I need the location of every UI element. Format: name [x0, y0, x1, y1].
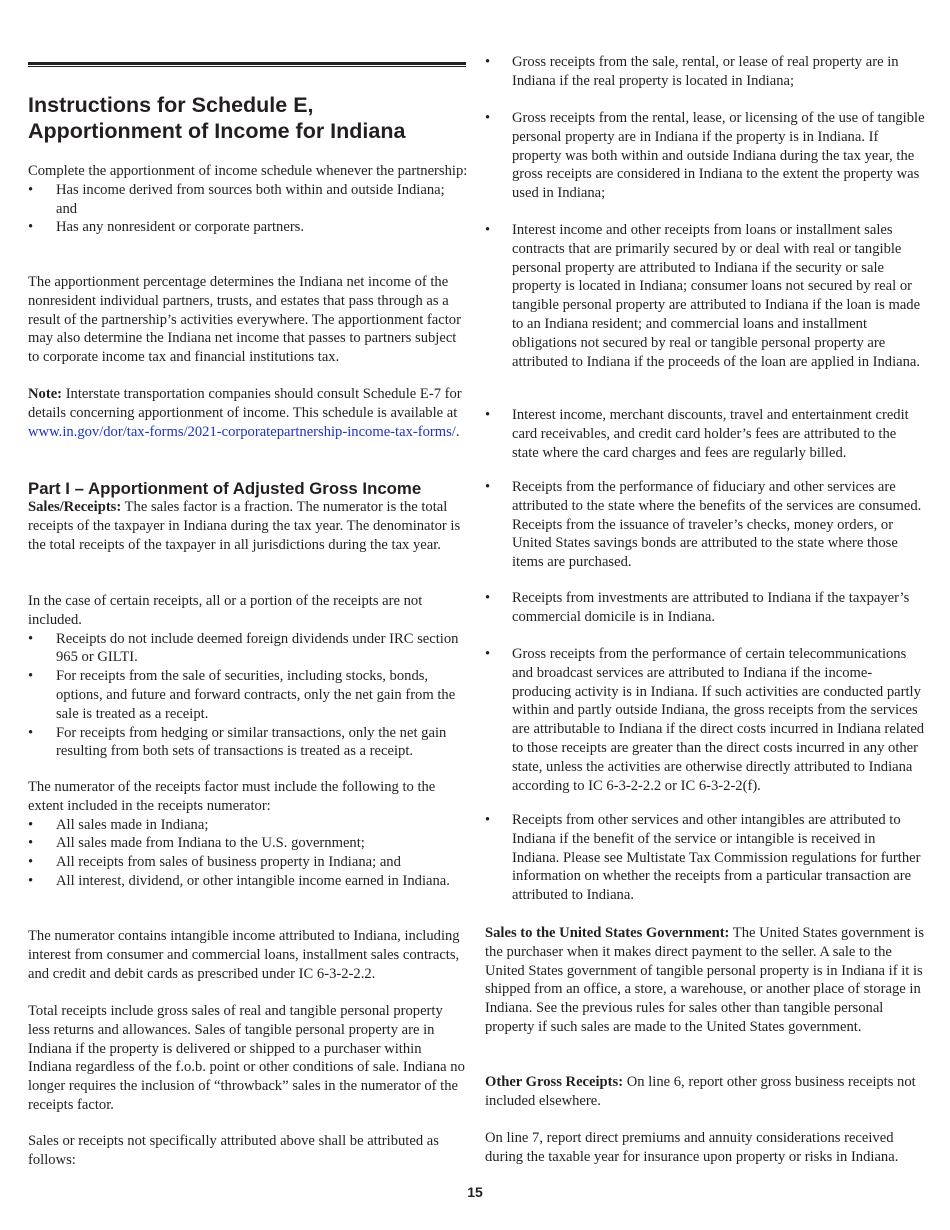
bullet-icon: • [28, 630, 34, 647]
attribution-rules-list [485, 406, 925, 462]
list-item: • For receipts from hedging or similar transactions, only the net gain resulting from both sets of transactions is treated as a receipt. [28, 724, 447, 760]
list-item: • Has income derived from sources both within and outside Indiana; and [28, 181, 445, 217]
attribution-rules-list [485, 811, 925, 905]
sales-receipts-label: Sales/Receipts: [28, 499, 122, 515]
us-government-paragraph: Sales to the United States Government: The United States government is the purchaser when it makes direct payment to the seller. A sale to the United States government of tangible personal property is in Indiana if it is shipped from an office, a store, a warehouse, or another place of storage in Indiana. See the previous rules for sales other than tangible personal property if such sales are made to the United States government. [485, 925, 925, 1035]
attribution-rules-list [485, 589, 925, 627]
bullet-icon: • [485, 54, 491, 70]
part1-heading: Part I – Apportionment of Adjusted Gross Income [28, 479, 422, 498]
sales-receipts-paragraph: Sales/Receipts: The sales factor is a fraction. The numerator is the total receipts of the taxpayer in Indiana during the tax year. The denominator is the total receipts of the taxpayer in all jurisdictions during the tax year. [28, 499, 461, 553]
bullet-icon: • [485, 479, 491, 495]
list-item: • All receipts from sales of business property in Indiana; and [28, 854, 401, 871]
bullet-icon: • [28, 219, 34, 236]
intro-section [28, 162, 468, 237]
bullet-icon: • [485, 110, 491, 126]
list-item: • Receipts do not include deemed foreign dividends under IRC section 965 or GILTI. [28, 630, 459, 666]
certain-receipts-text: In the case of certain receipts, all or a portion of the receipts are not included. [28, 593, 423, 628]
list-item: • Receipts from the performance of fiduciary and other services are attributed to the state where the benefits of the services are consumed. Receipts from the issuance of traveler’s checks, money orders, or United States savings bonds are attributed to the state where those items are purchased. [485, 479, 922, 571]
list-item: • Gross receipts from the rental, lease, or licensing of the use of tangible personal property are in Indiana if the property is in Indiana. If property was both within and outside Indiana during the tax year, the gross receipts are considered in Indiana to the extent the property was used in Indiana; [485, 110, 925, 202]
bullet-icon: • [28, 816, 34, 833]
other-gross-receipts-paragraph: Other Gross Receipts: On line 6, report other gross business receipts not included elsewhere. [485, 1074, 916, 1109]
tax-forms-link[interactable]: www.in.gov/dor/tax-forms/2021-corporatepartnership-income-tax-forms/ [28, 423, 456, 440]
list-item: • Has any nonresident or corporate partners. [28, 219, 305, 236]
bullet-icon: • [485, 222, 491, 238]
list-item: • All interest, dividend, or other intangible income earned in Indiana. [28, 872, 450, 889]
not-attributed-paragraph: Sales or receipts not specifically attributed above shall be attributed as follows: [28, 1133, 439, 1168]
attribution-rules-list [485, 109, 925, 203]
page-number: 15 [467, 1184, 483, 1200]
attribution-rules-list [485, 221, 925, 371]
list-item: • All sales made from Indiana to the U.S. government; [28, 835, 365, 852]
list-item: • Gross receipts from the performance of certain telecommunications and broadcast services are attributed to Indiana if the income-producing activity is in Indiana. If such activities are conducted partly within and partly outside Indiana, the gross receipts from the services are attributable to Indiana if the direct costs incurred in Indiana related to those receipts are greater than the direct costs incurred in any other state, unless the activities are otherwise directly attributed to Indiana according to IC 6-3-2-2.2 or IC 6-3-2-2(f). [485, 646, 925, 794]
numerator-section [28, 778, 468, 891]
other-gross-receipts-label: Other Gross Receipts: [485, 1074, 624, 1090]
intro-text: Complete the apportionment of income schedule whenever the partnership: [28, 163, 468, 179]
list-item: • Interest income, merchant discounts, travel and entertainment credit card receivables, and credit card holder’s fees are attributed to the state where the card charges and fees are regularly billed. [485, 407, 909, 461]
numerator-text: The numerator of the receipts factor must include the following to the extent included in the receipts numerator: [28, 779, 436, 814]
apportionment-paragraph: The apportionment percentage determines the Indiana net income of the nonresident individual partners, trusts, and estates that pass through as a result of the partnership’s activities everywhere. The apportionment factor may also determine the Indiana net income that passes to partners subject to corporate income tax and financial institutions tax. [28, 274, 461, 366]
header-rule [28, 62, 466, 67]
intangible-paragraph: The numerator contains intangible income attributed to Indiana, including interest from consumer and commercial loans, installment sales contracts, and credit and debit cards as prescribed under IC 6-3-2-2.2. [28, 928, 460, 982]
list-item: • Receipts from investments are attributed to Indiana if the taxpayer’s commercial domicile is in Indiana. [485, 590, 910, 625]
note-label: Note: [28, 386, 63, 402]
line7-paragraph: On line 7, report direct premiums and annuity considerations received during the taxable year for insurance upon property or risks in Indiana. [485, 1130, 899, 1165]
attribution-rules-list [485, 645, 925, 795]
list-item: • For receipts from the sale of securities, including stocks, bonds, options, and future and forward contracts, only the net gain from the sale is treated as a receipt. [28, 668, 456, 722]
certain-receipts-list [28, 630, 468, 762]
us-government-label: Sales to the United States Government: [485, 925, 730, 941]
total-receipts-paragraph: Total receipts include gross sales of real and tangible personal property less returns and allowances. Sales of tangible personal property are in Indiana if the property is delivered or shipped to a purchaser within Indiana regardless of the f.o.b. point or other conditions of sale. Indiana no longer requires the inclusion of “throwback” sales in the numerator of the receipts factor. [28, 1003, 465, 1113]
list-item: • Interest income and other receipts from loans or installment sales contracts that are primarily secured by or deal with real or tangible personal property are attributed to Indiana if the security or sale property is located in Indiana; consumer loans not secured by real or tangible personal property are attributed to Indiana if the loan is made to an Indiana resident; and commercial loans and installment obligations not secured by real or tangible personal property are attributed to Indiana if the proceeds of the loan are applied in Indiana. [485, 222, 921, 370]
list-item: • Gross receipts from the sale, rental, or lease of real property are in Indiana if the real property is located in Indiana; [485, 54, 899, 89]
bullet-icon: • [28, 835, 34, 852]
bullet-icon: • [28, 872, 34, 889]
intro-list [28, 181, 468, 237]
bullet-icon: • [485, 812, 491, 828]
bullet-icon: • [28, 668, 34, 685]
bullet-icon: • [485, 407, 491, 423]
note-paragraph: Note: Interstate transportation companies should consult Schedule E-7 for details concerning apportionment of income. This schedule is available at www.in.gov/dor/tax-forms/2021-corporatepartnership-income-tax-forms/. [28, 386, 462, 440]
numerator-list [28, 816, 468, 891]
page-title: Instructions for Schedule E, Apportionment of Income for Indiana [28, 93, 406, 143]
bullet-icon: • [28, 854, 34, 871]
bullet-icon: • [28, 724, 34, 741]
bullet-icon: • [485, 646, 491, 662]
list-item: • Receipts from other services and other intangibles are attributed to Indiana if the benefit of the service or intangible is received in Indiana. Please see Multistate Tax Commission regulations for further information on whether the receipts from a particular transaction are attributed to Indiana. [485, 812, 921, 904]
attribution-rules-list [485, 478, 925, 572]
attribution-rules-list [485, 53, 925, 91]
bullet-icon: • [485, 590, 491, 606]
certain-receipts-section [28, 592, 468, 761]
list-item: • All sales made in Indiana; [28, 816, 209, 833]
bullet-icon: • [28, 181, 34, 198]
